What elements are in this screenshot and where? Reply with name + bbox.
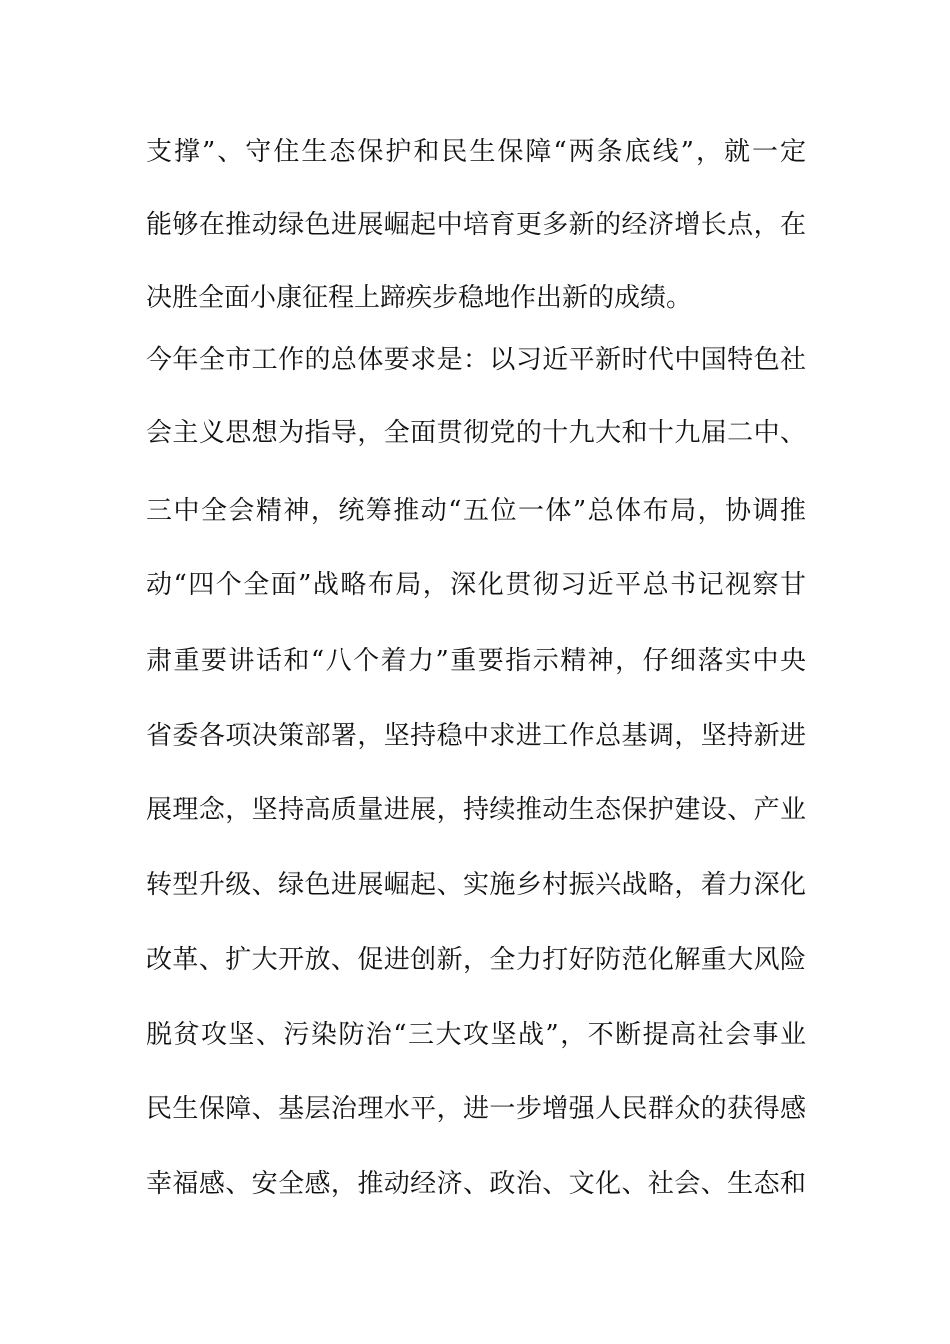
text-line-3: 决胜全面小康征程上蹄疾步稳地作出新的成绩。 [146, 283, 693, 313]
text-line-9: 省委各项决策部署，坚持稳中求进工作总基调，坚持新进 [146, 721, 806, 751]
text-line-1: 支撑”、守住生态保护和民生保障“两条底线”，就一定 [146, 137, 806, 167]
text-line-5: 会主义思想为指导，全面贯彻党的十九大和十九届二中、 [146, 418, 806, 448]
text-line-15: 幸福感、安全感，推动经济、政治、文化、社会、生态和 [146, 1169, 806, 1199]
text-line-7: 动“四个全面”战略布局，深化贯彻习近平总书记视察甘 [146, 570, 806, 600]
text-line-13: 脱贫攻坚、污染防治“三大攻坚战”，不断提高社会事业 [146, 1020, 806, 1050]
text-line-11: 转型升级、绿色进展崛起、实施乡村振兴战略，着力深化 [146, 870, 806, 900]
text-line-12: 改革、扩大开放、促进创新，全力打好防范化解重大风险 [146, 945, 806, 975]
text-line-2: 能够在推动绿色进展崛起中培育更多新的经济增长点，在 [146, 210, 806, 240]
text-line-14: 民生保障、基层治理水平，进一步增强人民群众的获得感 [146, 1094, 806, 1124]
text-line-10: 展理念，坚持高质量进展，持续推动生态保护建设、产业 [146, 795, 806, 825]
text-line-4: 今年全市工作的总体要求是：以习近平新时代中国特色社 [146, 345, 806, 375]
text-line-8: 肃重要讲话和“八个着力”重要指示精神，仔细落实中央 [146, 646, 806, 676]
text-line-6: 三中全会精神，统筹推动“五位一体”总体布局，协调推 [146, 496, 806, 526]
